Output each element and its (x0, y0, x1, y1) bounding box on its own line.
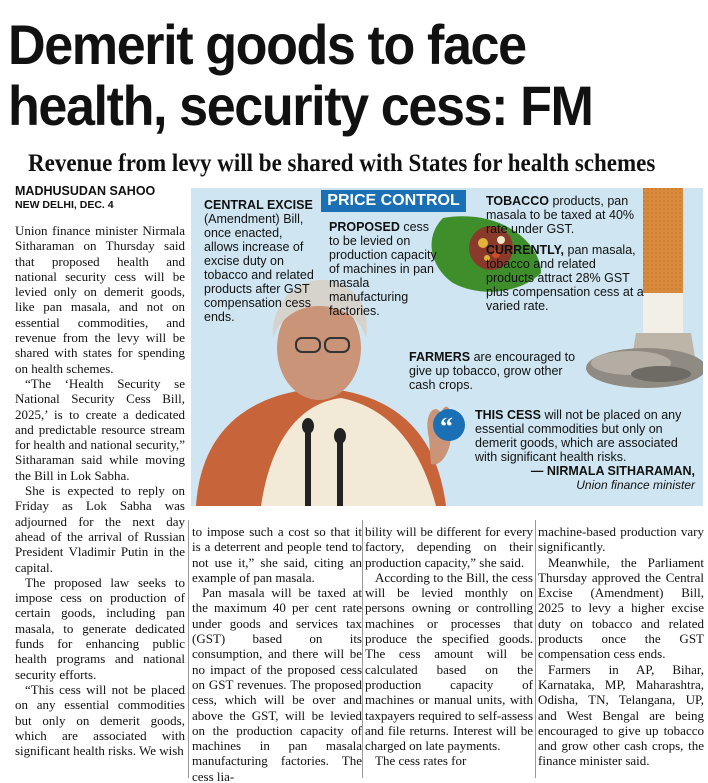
column-divider (188, 520, 189, 778)
tobacco-label: TOBACCO (486, 194, 549, 208)
column-divider (362, 520, 363, 778)
paragraph: The proposed law seeks to impose cess on production of certain goods, including pan masala, to generate dedicated funds for enhancing public health programs and national security efforts. (15, 574, 185, 682)
quote-attribution: — NIRMALA SITHARAMAN, (530, 464, 695, 478)
paragraph: to impose such a cost so that it is a deterrent and people tend to not use it,” she said, citing an example of pan masala. (192, 524, 362, 585)
paragraph: She is expected to reply on Friday as Lok Sabha was adjourned for the next day ahead of the arrival of Russian President Vladimir Putin in the capital. (15, 483, 185, 575)
paragraph: “The ‘Health Security se National Security Cess Bill, 2025,’ is to create a dedicated and predictable resource stream for health and national security,” Sitharaman said while moving the Bill in Lok Sabha. (15, 375, 185, 483)
currently-label: CURRENTLY, (486, 243, 565, 257)
paragraph: The cess rates for (375, 753, 467, 769)
central-excise-label: CENTRAL EXCISE (204, 198, 313, 212)
currently-callout (486, 243, 646, 313)
farmers-callout (409, 350, 591, 392)
tobacco-callout (486, 194, 646, 236)
ash-pile-illustration (586, 348, 703, 388)
paragraph: Meanwhile, the Parliament Thursday approved the Central Excise (Amendment) Bill, 2025 to levy a higher excise duty on tobacco and related products once the GST compensation cess ends. (538, 554, 704, 662)
price-control-badge: PRICE CONTROL (321, 190, 466, 212)
central-excise-text: (Amendment) Bill, once enacted, allows increase of excise duty on tobacco and related products after GST compensation cess ends. (204, 212, 314, 324)
article-column-2 (192, 524, 362, 783)
central-excise-callout (204, 198, 316, 324)
quote-label: THIS CESS (475, 408, 541, 422)
proposed-text: cess to be levied on production capacity of machines in pan masala manufacturing factories. (329, 220, 437, 318)
article-column-1 (15, 223, 185, 758)
farmers-label: FARMERS (409, 350, 471, 364)
paragraph: Union finance minister Nirmala Sitharaman on Thursday said that proposed health and national security cess will be levied only on demerit goods, like pan masala, and not on essential commodities, and revenue from the levy will be shared with states for spending on health schemes. (15, 223, 185, 376)
headline-line-1: Demerit goods to face (8, 13, 526, 76)
svg-text:“: “ (440, 412, 453, 441)
tobacco-text: products, pan masala to be taxed at 40% rate under GST. (486, 194, 635, 236)
paragraph: Pan masala will be taxed at the maximum 40 per cent rate under goods and services tax (GST) based on its consumption, and there will be no impact of the proposed cess on GST revenues. The proposed cess, which will be over and above the GST, will be levied on the production capacity of machines in pan masala manufacturing factories. The cess lia- (192, 585, 362, 783)
paragraph: machine-based production vary significantly. (538, 524, 704, 555)
article-column-3 (365, 524, 533, 769)
farmers-text: are encouraged to give up tobacco, grow other cash crops. (409, 350, 576, 392)
quote-icon (433, 409, 465, 441)
dateline: NEW DELHI, DEC. 4 (15, 199, 114, 211)
paragraph: bility will be different for every factory, depending on their production capacity,” she said. (365, 524, 533, 570)
column-divider (535, 520, 536, 778)
headline (8, 14, 652, 136)
quote-text: will not be placed on any essential commodities but only on demerit goods, which are associated with significant health risks. (475, 408, 682, 464)
minister-quote (475, 408, 695, 492)
paragraph: “This cess will not be placed on any essential commodities but only on demerit goods, which are associated with significant health risks. We wish (15, 681, 185, 759)
headline-line-2: health, security cess: FM (8, 74, 593, 137)
deck-subheadline: Revenue from levy will be shared with States for health schemes (28, 150, 656, 177)
paragraph: According to the Bill, the cess will be levied monthly on persons owning or controlling machines or processes that produce the specified goods. The cess amount will be calculated based on the production capacity of machines or manual units, with taxpayers required to self-assess and file returns. Interest will be charged on late payments. (365, 569, 533, 754)
proposed-callout (329, 220, 439, 318)
byline: MADHUSUDAN SAHOO (15, 184, 156, 198)
paragraph: Farmers in AP, Bihar, Karnataka, MP, Maharashtra, Odisha, TN, Telangana, UP, and West Bengal are being encouraged to give up tobacco and grow other cash crops, the finance minister said. (538, 661, 704, 769)
currently-text: pan masala, tobacco and related products attract 28% GST plus compensation cess at a varied rate. (486, 243, 644, 313)
quote-role: Union finance minister (576, 478, 695, 492)
proposed-label: PROPOSED (329, 220, 400, 234)
price-control-graphic (191, 188, 703, 506)
article-column-4 (538, 524, 704, 769)
